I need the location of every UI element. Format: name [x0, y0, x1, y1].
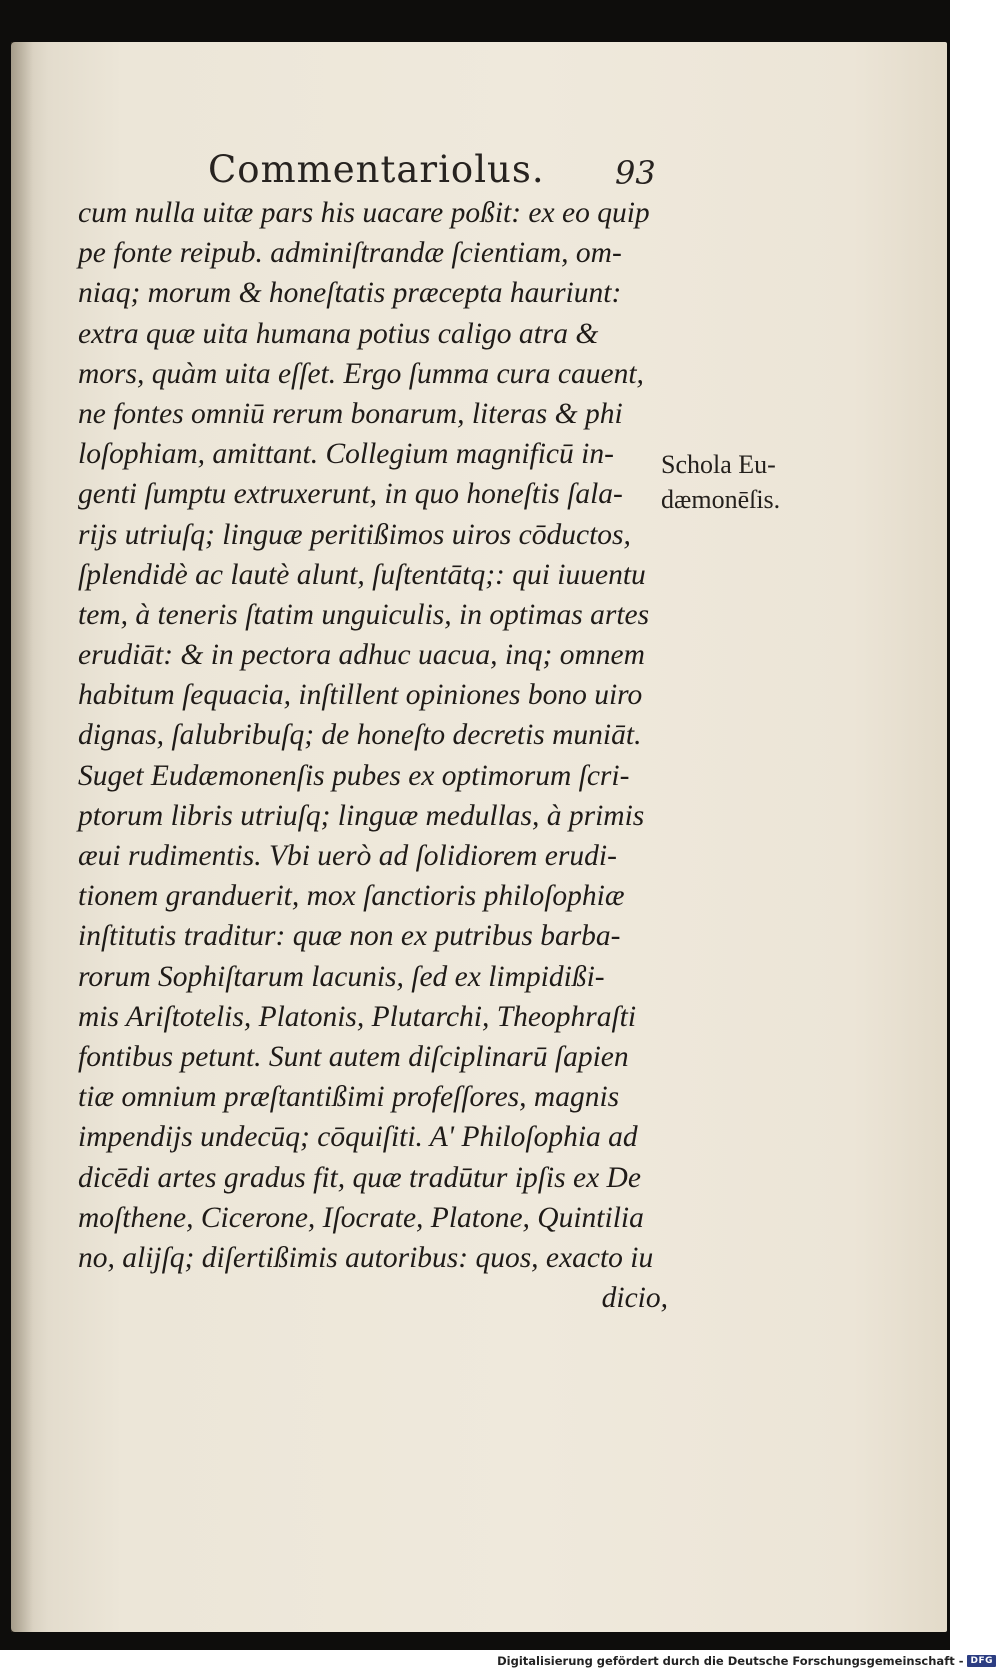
marginal-note-line: Schola Eu-: [661, 450, 776, 479]
text-line: mis Ariſtotelis, Platonis, Plutarchi, Theophraſti: [78, 1000, 637, 1033]
text-line: cum nulla uitæ pars his uacare poßit: ex eo quip: [78, 197, 650, 229]
text-line: dignas, ſalubribuſq; de honeſto decretis muniāt.: [78, 719, 642, 752]
text-line: ptorum libris utriuſq; linguæ medullas, à primis: [78, 799, 645, 832]
text-line: habitum ſequacia, inſtillent opiniones bono uiro: [78, 679, 643, 712]
text-line: niaq; morum & honeſtatis præcepta hauriunt:: [78, 277, 622, 310]
text-line: tem, à teneris ſtatim unguiculis, in optimas artes: [78, 598, 650, 631]
text-line: ſplendidè ac lautè alunt, ſuſtentātq;: qui iuuentu: [78, 558, 646, 591]
text-line: æui rudimentis. Vbi uerò ad ſolidiorem erudi-: [78, 840, 617, 872]
text-line: tiæ omnium præſtantißimi profeſſores, magnis: [78, 1081, 620, 1114]
text-line: loſophiam, amittant. Collegium magnificū in-: [78, 438, 614, 471]
dfg-logo-icon: DFG: [967, 1655, 996, 1667]
text-line: pe fonte reipub. adminiſtrandæ ſcientiam, om-: [78, 237, 622, 270]
marginal-note-line: dæmonēſis.: [661, 485, 781, 514]
text-line: extra quæ uita humana potius caligo atra &: [78, 317, 599, 350]
running-head: Commentariolus.: [208, 148, 545, 191]
catchword: dicio,: [601, 1282, 668, 1315]
text-line: moſthene, Cicerone, Iſocrate, Platone, Quintilia: [78, 1201, 644, 1234]
text-line: Suget Eudæmonenſis pubes ex optimorum ſcri-: [78, 759, 630, 792]
text-line: dicēdi artes gradus fit, quæ tradūtur ipſis ex De: [78, 1161, 641, 1194]
text-line: inſtitutis traditur: quæ non ex putribus barba-: [78, 920, 621, 953]
text-line: impendijs undecūq; cōquiſiti. A' Philoſophia ad: [78, 1121, 638, 1154]
page-number: 93: [615, 154, 656, 192]
text-line: erudiāt: & in pectora adhuc uacua, inq; omnem: [78, 639, 645, 672]
text-line: no, alijſq; diſertißimis autoribus: quos, exacto iu: [78, 1241, 654, 1274]
text-line: tionem granduerit, mox ſanctioris philoſophiæ: [78, 880, 625, 913]
text-line: mors, quàm uita eſſet. Ergo ſumma cura cauent,: [78, 357, 644, 390]
text-line: genti ſumptu extruxerunt, in quo honeſtis ſala-: [78, 478, 623, 511]
credit-text: Digitalisierung gefördert durch die Deutsche Forschungsgemeinschaft -: [497, 1654, 964, 1668]
marginal-note: [661, 447, 780, 517]
text-line: rorum Sophiſtarum lacunis, ſed ex limpidißi-: [78, 960, 605, 993]
text-line: ne fontes omniū rerum bonarum, literas & phi: [78, 397, 623, 430]
body-text: [78, 193, 678, 1318]
text-line: rijs utriuſq; linguæ peritißimos uiros cōductos,: [78, 518, 631, 551]
text-line: fontibus petunt. Sunt autem diſciplinarū ſapien: [78, 1040, 629, 1073]
digitization-credit: [497, 1654, 996, 1668]
